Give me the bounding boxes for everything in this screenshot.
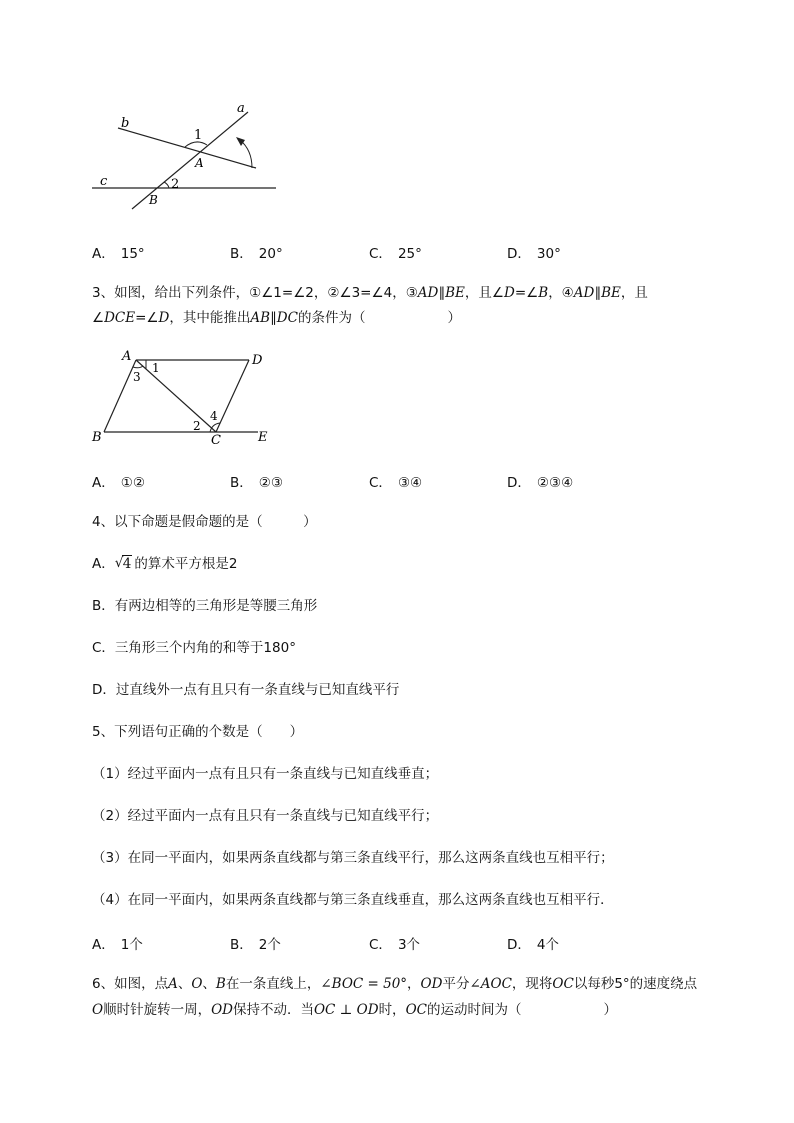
q5-statement-2: （2）经过平面内一点有且只有一条直线与已知直线平行； xyxy=(92,808,439,824)
q3-option-d[interactable]: D． ②③④ xyxy=(507,475,574,491)
label-B: B xyxy=(92,430,102,445)
q4-option-d[interactable]: D．过直线外一点有且只有一条直线与已知直线平行 xyxy=(92,682,400,698)
label-a: a xyxy=(237,101,245,116)
q5-options xyxy=(92,933,732,951)
label-A: A xyxy=(122,349,132,364)
segment-dc xyxy=(216,360,249,432)
figure-intersecting-lines xyxy=(80,92,280,217)
segment-ab xyxy=(104,360,136,432)
q5-statement-3: （3）在同一平面内，如果两条直线都与第三条直线平行，那么这两条直线也互相平行； xyxy=(92,850,614,866)
angle-3-arc xyxy=(133,366,143,368)
label-4: 4 xyxy=(210,409,218,423)
q3-option-a[interactable]: A． ①② xyxy=(92,475,145,491)
label-C: C xyxy=(211,433,221,448)
q2-option-c[interactable]: C． 25° xyxy=(369,246,422,262)
label-1: 1 xyxy=(194,128,203,143)
segment-ac xyxy=(136,360,216,432)
q5-statement-1: （1）经过平面内一点有且只有一条直线与已知直线垂直； xyxy=(92,766,439,782)
q4-option-c[interactable]: C．三角形三个内角的和等于180° xyxy=(92,640,296,656)
q2-option-b[interactable]: B． 20° xyxy=(230,246,283,262)
label-1: 1 xyxy=(152,361,160,375)
q2-option-a[interactable]: A． 15° xyxy=(92,246,145,262)
q3-options xyxy=(92,471,732,489)
q5-option-b[interactable]: B． 2个 xyxy=(230,937,281,953)
label-c: c xyxy=(100,174,108,189)
q3-stem-line2: ∠DCE=∠D，其中能推出AB∥DC的条件为（ ） xyxy=(92,310,461,326)
q3-option-b[interactable]: B． ②③ xyxy=(230,475,283,491)
q2-option-d[interactable]: D． 30° xyxy=(507,246,561,262)
q6-stem-line2: O顺时针旋转一周，OD保持不动．当OC ⊥ OD时，OC的运动时间为（ ） xyxy=(92,1002,617,1018)
label-3: 3 xyxy=(133,370,141,384)
figure-parallelogram xyxy=(88,344,278,448)
q5-option-c[interactable]: C． 3个 xyxy=(369,937,421,953)
label-E: E xyxy=(258,430,268,445)
q4-option-b[interactable]: B．有两边相等的三角形是等腰三角形 xyxy=(92,598,318,614)
q4-option-a[interactable]: A． √ 4 的算术平方根是2 xyxy=(92,555,238,572)
q3-option-c[interactable]: C． ③④ xyxy=(369,475,423,491)
label-B: B xyxy=(149,193,158,207)
label-A: A xyxy=(195,156,204,170)
label-2: 2 xyxy=(171,177,180,192)
q3-stem-line1: 3、如图，给出下列条件，①∠1=∠2，②∠3=∠4，③AD∥BE，且∠D=∠B，④AD∥BE，且 xyxy=(92,285,648,301)
label-b: b xyxy=(121,116,130,131)
arrow-head-icon xyxy=(236,137,245,146)
q5-stem: 5、下列语句正确的个数是（ ） xyxy=(92,724,304,740)
label-D: D xyxy=(252,353,263,368)
q6-stem-line1: 6、如图，点A、O、B在一条直线上，∠BOC = 50°，OD平分∠AOC，现将OC以每秒5°的速度绕点 xyxy=(92,976,698,992)
q5-statement-4: （4）在同一平面内，如果两条直线都与第三条直线垂直，那么这两条直线也互相平行． xyxy=(92,892,614,908)
label-2: 2 xyxy=(193,419,201,433)
line-b xyxy=(118,128,256,168)
q5-option-a[interactable]: A． 1个 xyxy=(92,937,143,953)
q2-options xyxy=(92,242,732,260)
sqrt-symbol: √ 4 xyxy=(114,555,132,572)
q5-option-d[interactable]: D． 4个 xyxy=(507,937,559,953)
angle-2-arc xyxy=(164,182,169,188)
q4-stem: 4、以下命题是假命题的是（ ） xyxy=(92,514,317,530)
